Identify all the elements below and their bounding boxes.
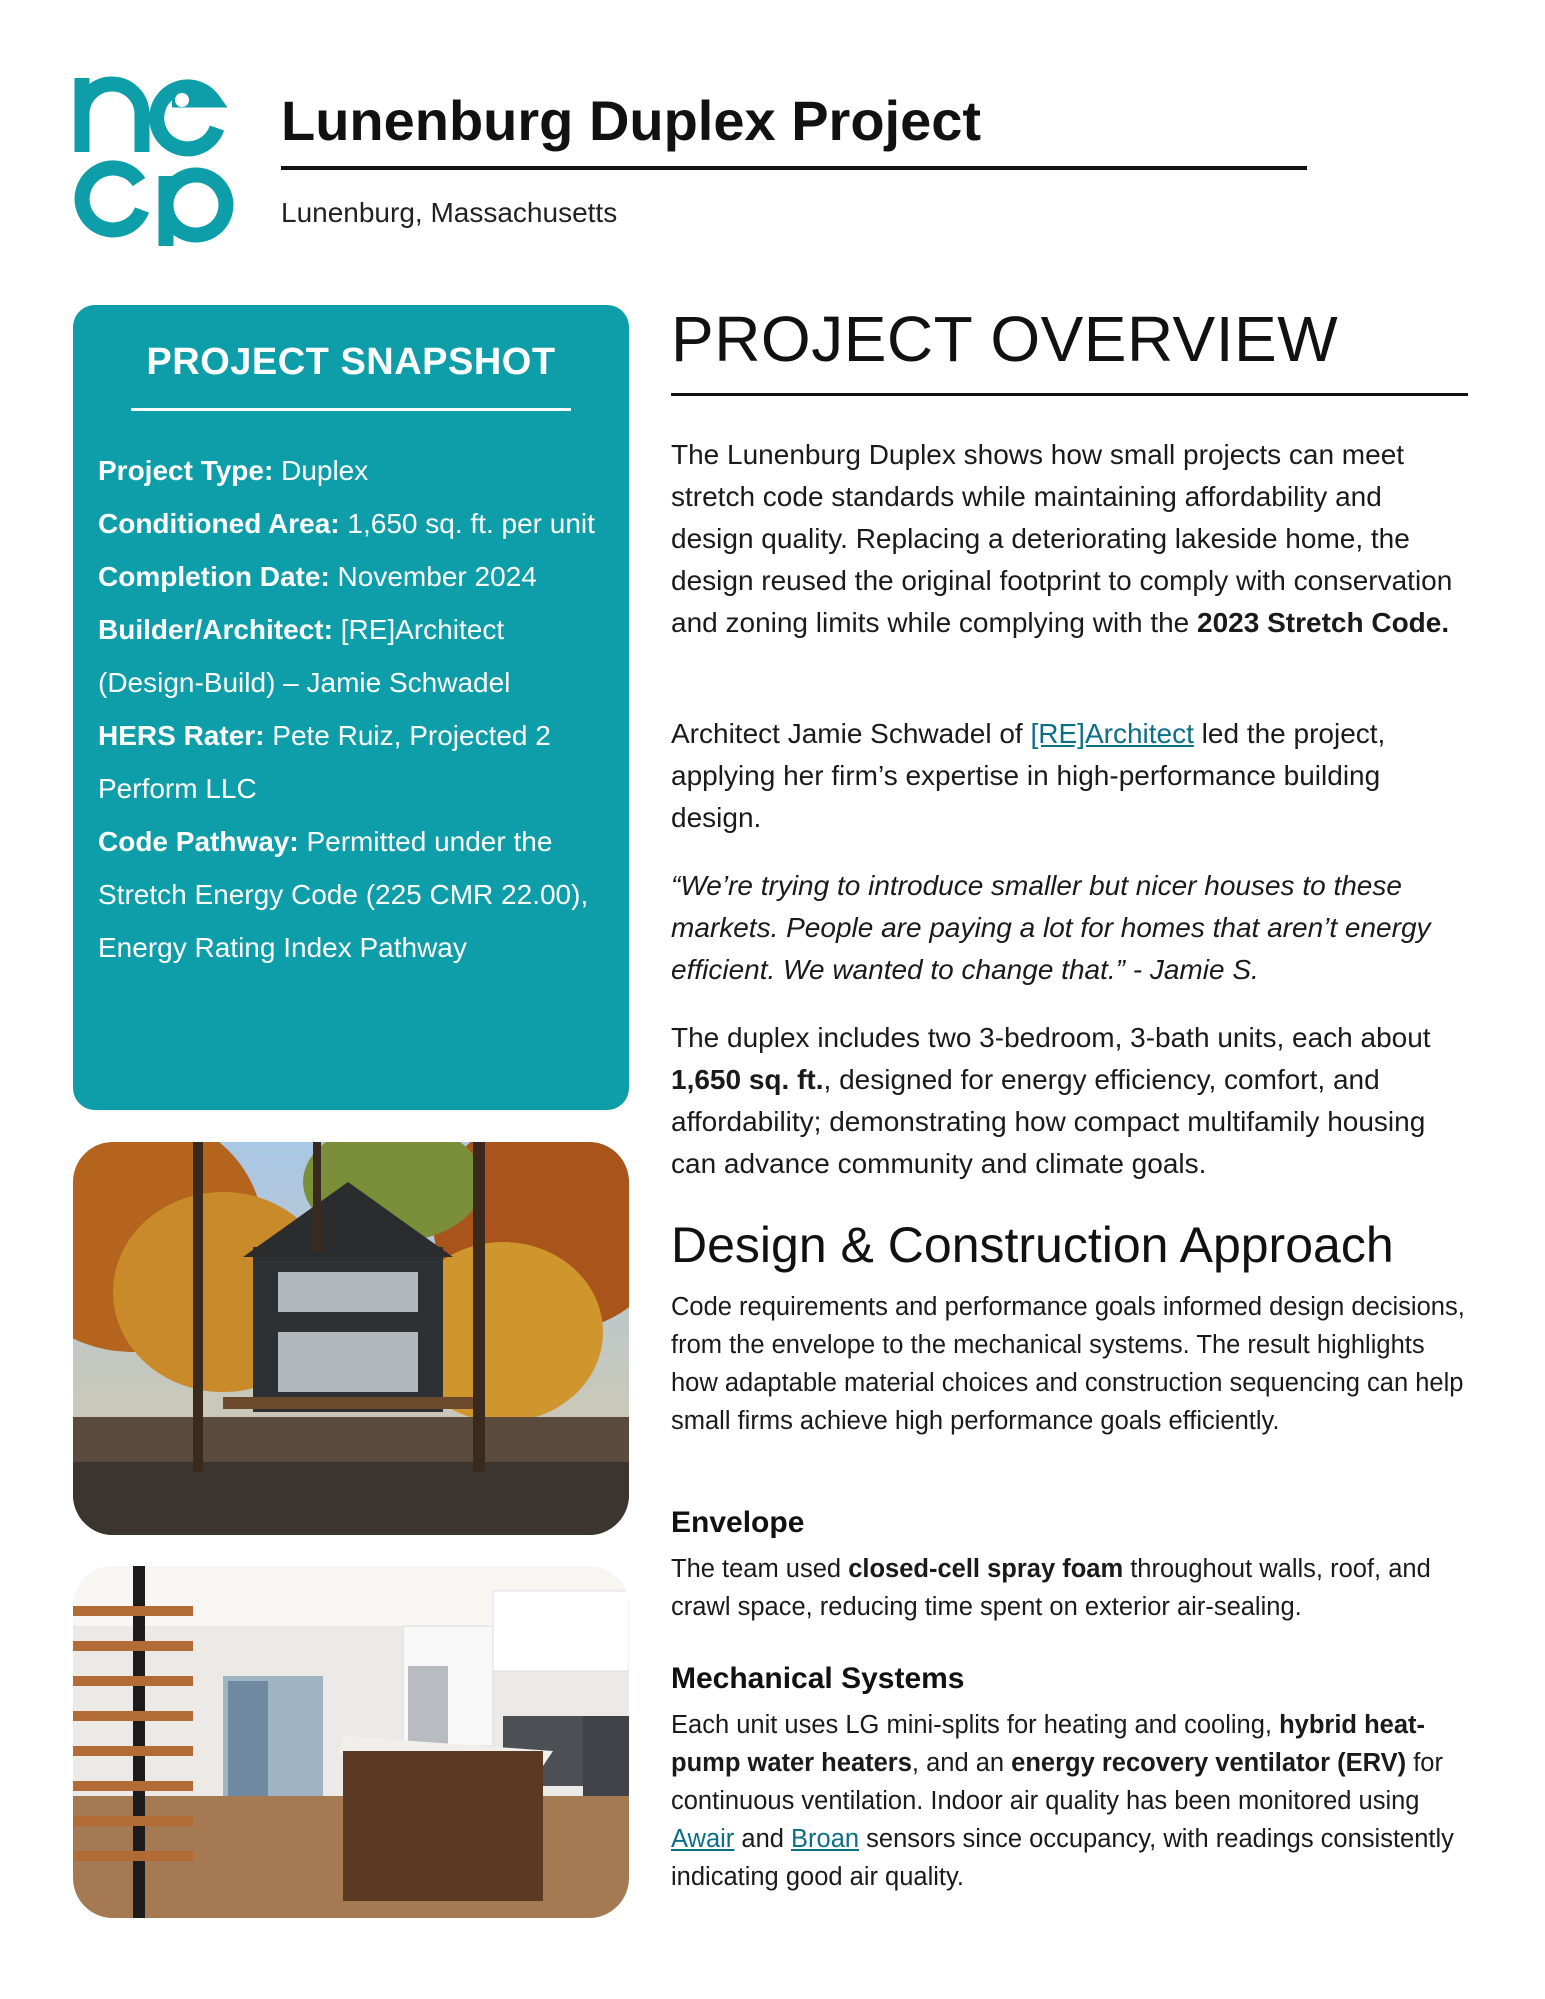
snapshot-label: Completion Date: (98, 561, 330, 592)
project-overview-heading: PROJECT OVERVIEW (671, 303, 1339, 375)
rearchitect-link[interactable]: [RE]Architect (1030, 718, 1194, 749)
snapshot-heading: PROJECT SNAPSHOT (146, 341, 556, 383)
mechanical-text: sensors since occupancy, with readings consistently indicating good air quality. (671, 1825, 1454, 1891)
snapshot-value: Permitted under the Stretch Energy Code (225 CMR 22.00), Energy Rating Index Pathway (98, 826, 589, 963)
title-divider (281, 166, 1307, 170)
page-title: Lunenburg Duplex Project (281, 89, 982, 152)
mechanical-text: , and an (911, 1749, 1012, 1777)
overview-paragraph-2 (671, 713, 1471, 839)
design-construction-heading: Design & Construction Approach (671, 1217, 1394, 1273)
mechanical-bold: hybrid heat-pump water heaters (671, 1711, 1426, 1777)
snapshot-item-hers-rater (98, 709, 608, 815)
snapshot-label: HERS Rater: (98, 720, 265, 751)
snapshot-item-builder-architect (98, 603, 608, 709)
architect-quote: “We’re trying to introduce smaller but nicer houses to these markets. People are paying a lot for homes that aren’t energy efficient. We wanted to change that.” - Jamie S. (671, 870, 1431, 985)
overview-paragraph-4 (671, 1017, 1471, 1185)
overview-p1-text: The Lunenburg Duplex shows how small projects can meet stretch code standards while maintaining affordability and design quality. Replacing a deteriorating lakeside home, the design reused the original footprint to comply with conservation and zoning limits while complying with the (671, 439, 1453, 638)
overview-p2-text: Architect Jamie Schwadel of (671, 718, 1031, 749)
snapshot-value: [RE]Architect (Design-Build) – Jamie Schwadel (98, 614, 511, 698)
snapshot-label: Builder/Architect: (98, 614, 333, 645)
awair-link[interactable]: Awair (671, 1825, 735, 1853)
envelope-bold: closed-cell spray foam (848, 1555, 1124, 1583)
snapshot-value: Duplex (273, 455, 369, 486)
snapshot-list (98, 444, 608, 974)
envelope-text-after: throughout walls, roof, and crawl space, reducing time spent on exterior air-sealing. (671, 1555, 1431, 1621)
overview-p4-text: The duplex includes two 3-bedroom, 3-bath units, each about (671, 1022, 1431, 1053)
snapshot-item-code-pathway (98, 815, 608, 974)
interior-kitchen-photo (73, 1566, 629, 1918)
project-location: Lunenburg, Massachusetts (281, 197, 618, 228)
envelope-paragraph (671, 1550, 1471, 1626)
envelope-text: The team used (671, 1555, 849, 1583)
snapshot-item-completion-date (98, 550, 608, 603)
mechanical-text: Each unit uses LG mini-splits for heating and cooling, (671, 1711, 1280, 1739)
mechanical-systems-heading: Mechanical Systems (671, 1662, 965, 1695)
snapshot-label: Code Pathway: (98, 826, 299, 857)
design-intro: Code requirements and performance goals informed design decisions, from the envelope to the mechanical systems. The result highlights how adaptable material choices and construction sequencing can help small firms achieve high performance goals efficiently. (671, 1293, 1465, 1435)
snapshot-label: Conditioned Area: (98, 508, 340, 539)
broan-link[interactable]: Broan (791, 1825, 860, 1853)
exterior-photo (73, 1142, 629, 1535)
snapshot-label: Project Type: (98, 455, 274, 486)
neep-logo (72, 70, 234, 250)
snapshot-item-conditioned-area (98, 497, 608, 550)
mechanical-paragraph (671, 1706, 1471, 1896)
overview-p4-bold: 1,650 sq. ft. (671, 1064, 824, 1095)
project-snapshot-panel (73, 305, 629, 1110)
overview-divider (671, 393, 1468, 396)
overview-p4-text-after: , designed for energy efficiency, comfort, and affordability; demonstrating how compact multifamily housing can advance community and climate goals. (671, 1064, 1426, 1179)
snapshot-value: November 2024 (329, 561, 537, 592)
mechanical-text: for continuous ventilation. Indoor air quality has been monitored using (671, 1749, 1443, 1815)
mechanical-bold: energy recovery ventilator (ERV) (1011, 1749, 1407, 1777)
snapshot-value: Pete Ruiz, Projected 2 Perform LLC (98, 720, 551, 804)
overview-p1-bold: 2023 Stretch Code. (1197, 607, 1450, 638)
overview-p2-text-after: led the project, applying her firm’s expertise in high-performance building design. (671, 718, 1386, 833)
snapshot-value: 1,650 sq. ft. per unit (339, 508, 595, 539)
overview-paragraph-1 (671, 434, 1471, 644)
envelope-heading: Envelope (671, 1506, 805, 1539)
snapshot-divider (131, 408, 571, 411)
mechanical-text: and (734, 1825, 792, 1853)
snapshot-item-project-type (98, 444, 608, 497)
